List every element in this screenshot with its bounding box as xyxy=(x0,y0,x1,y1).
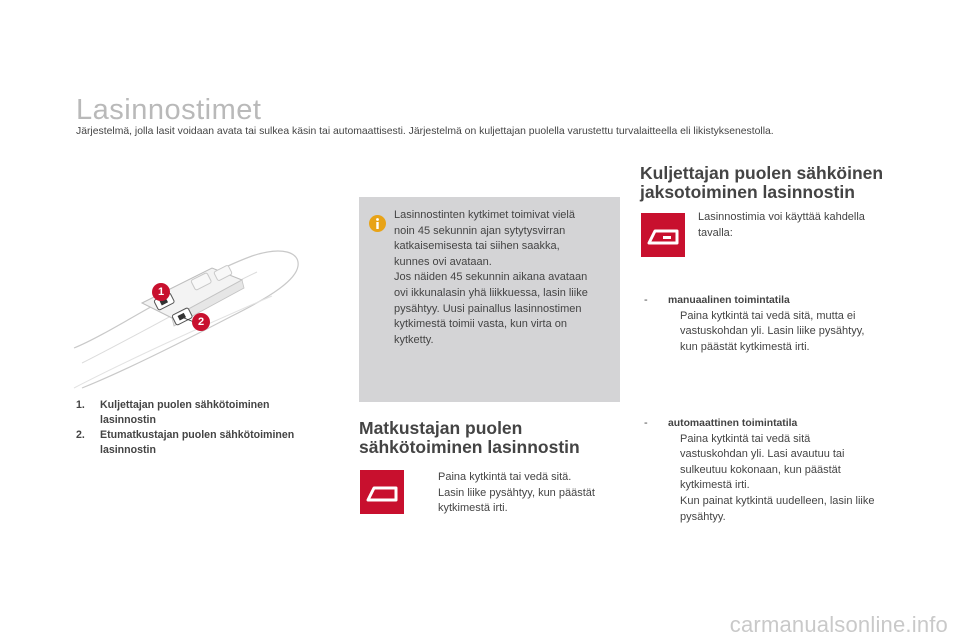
manual-text: vastuskohdan yli. Lasin liike pysähtyy, xyxy=(680,325,865,338)
passenger-text: kytkimestä irti. xyxy=(438,502,508,515)
auto-mode-line xyxy=(644,432,934,448)
legend-text-cont: lasinnostin xyxy=(100,444,156,456)
page-title: Lasinnostimet xyxy=(76,94,262,126)
dash: - xyxy=(644,417,648,429)
info-line: pysähtyy. Uusi painallus lasinnostimen xyxy=(394,302,582,315)
manual-mode-title: manuaalinen toimintatila xyxy=(668,295,790,306)
driver-heading-line: Kuljettajan puolen sähköinen xyxy=(640,163,884,183)
legend-number: 2. xyxy=(76,429,85,441)
driver-heading xyxy=(640,164,940,202)
window-switch-illustration xyxy=(72,238,312,393)
passenger-instructions xyxy=(418,470,623,517)
manual-mode-section xyxy=(644,293,924,355)
manual-text: kun päästät kytkimestä irti. xyxy=(680,340,810,353)
info-icon xyxy=(369,215,386,232)
legend-item xyxy=(76,398,346,413)
info-box xyxy=(359,197,620,402)
info-line: kytkimestä toimii vasta, kun virta on xyxy=(394,318,568,331)
page-intro: Järjestelmä, jolla lasit voidaan avata tai sulkea käsin tai automaattisesti. Järjestelmä on kuljettajan puolella varustettu turvalaitteella eli likistyksenestolla. xyxy=(76,126,774,137)
auto-mode-title-row xyxy=(644,416,934,432)
info-text xyxy=(394,208,614,348)
passenger-text: Lasin liike pysähtyy, kun päästät xyxy=(438,486,595,499)
passenger-heading xyxy=(359,419,629,457)
auto-text: vastuskohdan yli. Lasi avautuu tai xyxy=(680,448,845,461)
auto-text: sulkeutuu kokonaan, kun päästät xyxy=(680,463,841,476)
auto-mode-line xyxy=(644,494,934,510)
info-line: noin 45 sekunnin ajan sytytysvirran xyxy=(394,224,566,237)
driver-intro xyxy=(698,210,908,241)
auto-mode-title: automaattinen toimintatila xyxy=(668,418,798,429)
legend-text: Etumatkustajan puolen sähkötoiminen xyxy=(100,429,295,441)
passenger-heading-line: sähkötoiminen lasinnostin xyxy=(359,437,580,457)
manual-mode-line xyxy=(644,309,924,325)
auto-text: Paina kytkintä tai vedä sitä xyxy=(680,432,811,445)
dash: - xyxy=(644,294,648,306)
legend-list xyxy=(76,398,346,458)
info-line: Jos näiden 45 sekunnin aikana avataan xyxy=(394,271,588,284)
info-line: kunnes ovi avataan. xyxy=(394,255,492,268)
auto-text: Kun painat kytkintä uudelleen, lasin liike xyxy=(680,494,875,507)
watermark: carmanualsonline.info xyxy=(729,612,948,637)
passenger-line xyxy=(418,470,623,486)
manual-text: Paina kytkintä tai vedä sitä, mutta ei xyxy=(680,309,856,322)
legend-number: 1. xyxy=(76,399,85,411)
manual-mode-title-row xyxy=(644,293,924,309)
auto-text: pysähtyy. xyxy=(680,510,726,523)
manual-mode-icon xyxy=(360,470,404,514)
callout-1-badge xyxy=(152,283,170,301)
info-line: ovi ikkunalasin yhä liikkuessa, lasin liike xyxy=(394,286,588,299)
driver-intro-line: tavalla: xyxy=(698,226,733,239)
info-line: kytketty. xyxy=(394,333,434,346)
switch-panel-drawing xyxy=(72,238,312,393)
callout-2-label: 2 xyxy=(197,316,205,328)
auto-mode-section xyxy=(644,416,934,525)
auto-mode-icon xyxy=(641,213,685,257)
legend-text-cont: lasinnostin xyxy=(100,414,156,426)
info-line: Lasinnostinten kytkimet toimivat vielä xyxy=(394,209,575,221)
legend-text: Kuljettajan puolen sähkötoiminen xyxy=(100,399,270,411)
info-line: katkaisemisesta tai siihen saakka, xyxy=(394,240,560,253)
callout-2-badge xyxy=(192,313,210,331)
legend-item xyxy=(76,428,346,443)
driver-intro-line: Lasinnostimia voi käyttää kahdella xyxy=(698,211,865,223)
callout-1-label: 1 xyxy=(157,286,165,298)
passenger-heading-line: Matkustajan puolen xyxy=(359,418,523,438)
auto-text: kytkimestä irti. xyxy=(680,479,750,492)
driver-heading-line: jaksotoiminen lasinnostin xyxy=(640,182,855,202)
passenger-text: Paina kytkintä tai vedä sitä. xyxy=(438,471,572,483)
